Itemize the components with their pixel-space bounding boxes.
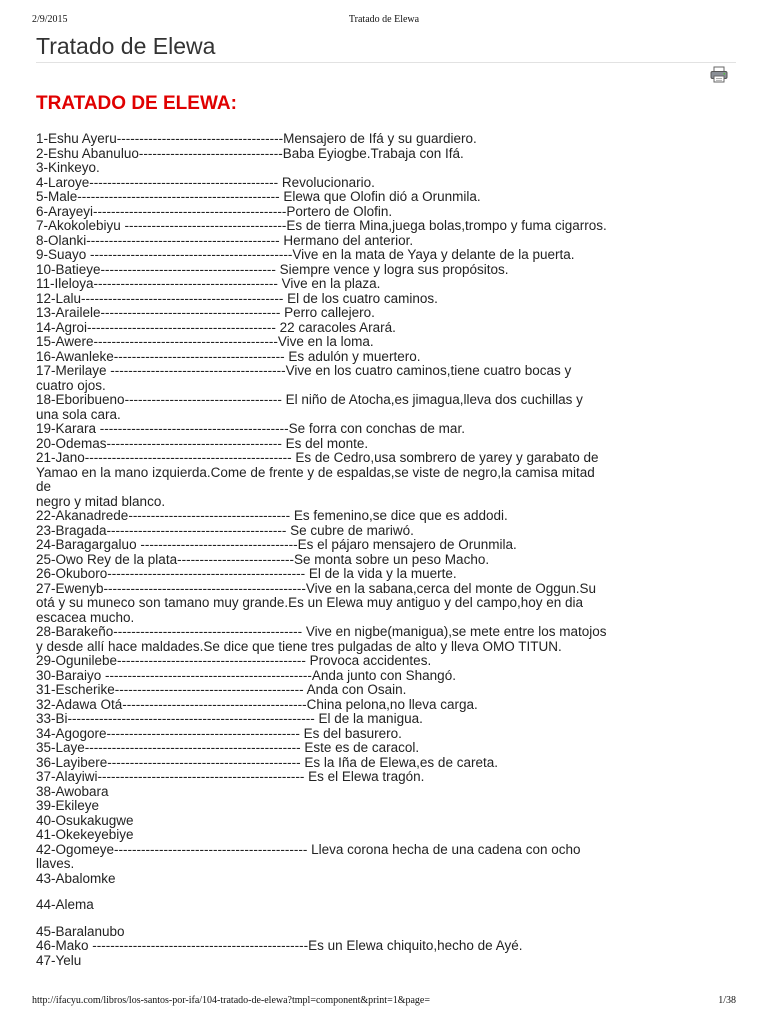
list-line: 20-Odemas--------------------------------------- Es del monte. <box>36 435 369 451</box>
list-line: 44-Alema <box>36 897 94 912</box>
print-header <box>0 14 768 28</box>
list-line: 43-Abalomke <box>36 870 116 886</box>
list-line: 6-Arayeyi-------------------------------------------Portero de Olofin. <box>36 203 393 219</box>
list-line: 3-Kinkeyo. <box>36 160 100 175</box>
list-line: 30-Baraiyo ----------------------------------------------Anda junto con Shangó. <box>36 667 456 683</box>
page-number: 1/38 <box>718 995 736 1006</box>
list-line: otá y su muneco son tamano muy grande.Es un Elewa muy antiguo y del campo,hoy en dia <box>36 595 584 610</box>
title-divider <box>36 62 736 63</box>
elewa-list <box>36 132 728 968</box>
list-line: 34-Agogore------------------------------------------- Es del basurero. <box>36 725 402 741</box>
list-line: negro y mitad blanco. <box>36 493 166 509</box>
document-heading: TRATADO DE ELEWA: <box>36 93 237 114</box>
list-line: 33-Bi------------------------------------------------------- El de la manigua. <box>36 711 423 726</box>
page-url: http://ifacyu.com/libros/los-santos-por-ifa/104-tratado-de-elewa?tmpl=component&print=1&page= <box>32 995 430 1006</box>
list-line: 35-Laye------------------------------------------------ Este es de caracol. <box>36 740 420 755</box>
list-line: 28-Barakeño------------------------------------------ Vive en nigbe(manigua),se mete entre los matojos <box>36 624 607 639</box>
list-line: 21-Jano---------------------------------------------- Es de Cedro,usa sombrero de yarey y garabato de <box>36 450 599 465</box>
list-line: 45-Baralanubo <box>36 923 125 939</box>
list-line: 14-Agroi------------------------------------------ 22 caracoles Arará. <box>36 319 396 335</box>
list-line: 1-Eshu Ayeru-------------------------------------Mensajero de Ifá y su guardiero. <box>36 131 477 146</box>
list-line: 9-Suayo ---------------------------------------------Vive en la mata de Yaya y delante de la puerta. <box>36 247 575 262</box>
list-line: 31-Escherike------------------------------------------ Anda con Osain. <box>36 682 407 697</box>
list-line: 23-Bragada---------------------------------------- Se cubre de mariwó. <box>36 522 414 538</box>
list-line: 47-Yelu <box>36 952 82 968</box>
list-line: 10-Batieye--------------------------------------- Siempre vence y logra sus propósitos. <box>36 261 509 277</box>
list-line: llaves. <box>36 856 75 871</box>
list-line: 8-Olanki------------------------------------------- Hermano del anterior. <box>36 232 414 248</box>
print-footer <box>0 995 768 1009</box>
list-line: 25-Owo Rey de la plata--------------------------Se monta sobre un peso Macho. <box>36 551 490 567</box>
list-line: Yamao en la mano izquierda.Come de frente y de espaldas,se viste de negro,la camisa mitad <box>36 464 595 480</box>
list-line: 2-Eshu Abanuluo--------------------------------Baba Eyiogbe.Trabaja con Ifá. <box>36 145 464 161</box>
list-line: y desde allí hace maldades.Se dice que tiene tres pulgadas de alto y lleva OMO TITUN. <box>36 638 562 654</box>
list-line: 26-Okuboro-------------------------------------------- El de la vida y la muerte. <box>36 566 457 581</box>
list-line: escacea mucho. <box>36 609 135 625</box>
list-line: 41-Okekeyebiye <box>36 827 134 842</box>
list-line: 40-Osukakugwe <box>36 812 134 828</box>
list-line: 42-Ogomeye------------------------------------------- Lleva corona hecha de una cadena con ocho <box>36 841 581 857</box>
list-line: 4-Laroye------------------------------------------ Revolucionario. <box>36 174 375 190</box>
list-line: 37-Alayiwi---------------------------------------------- Es el Elewa tragón. <box>36 769 425 784</box>
list-line: 36-Layibere------------------------------------------- Es la Iña de Elewa,es de careta. <box>36 754 498 770</box>
list-line: 18-Eboribueno----------------------------------- El niño de Atocha,es jimagua,lleva dos cuchillas y <box>36 392 583 407</box>
list-line: 16-Awanleke-------------------------------------- Es adulón y muertero. <box>36 348 421 364</box>
list-line: 22-Akanadrede------------------------------------ Es femenino,se dice que es addodi. <box>36 508 508 523</box>
list-line: 12-Lalu--------------------------------------------- El de los cuatro caminos. <box>36 290 438 306</box>
list-line: 32-Adawa Otá-----------------------------------------China pelona,no lleva carga. <box>36 696 478 712</box>
print-title: Tratado de Elewa <box>348 14 420 25</box>
list-line: 17-Merilaye ---------------------------------------Vive en los cuatro caminos,tiene cuatro bocas y <box>36 363 572 378</box>
list-line: 19-Karara ------------------------------------------Se forra con conchas de mar. <box>36 421 465 436</box>
list-line: 27-Ewenyb---------------------------------------------Vive en la sabana,cerca del monte de Oggun.Su <box>36 580 597 596</box>
list-line: 29-Ogunilebe------------------------------------------ Provoca accidentes. <box>36 653 432 668</box>
list-line: 13-Arailele---------------------------------------- Perro callejero. <box>36 305 375 320</box>
printer-icon[interactable] <box>710 66 728 83</box>
list-line: 38-Awobara <box>36 783 109 799</box>
print-date: 2/9/2015 <box>32 14 68 25</box>
list-line: de <box>36 479 52 494</box>
list-line: una sola cara. <box>36 406 121 422</box>
list-line: 46-Mako ------------------------------------------------Es un Elewa chiquito,hecho de Ayé. <box>36 938 523 953</box>
list-line: 15-Awere-----------------------------------------Vive en la loma. <box>36 334 374 349</box>
page-title: Tratado de Elewa <box>36 33 216 59</box>
list-line: 5-Male--------------------------------------------- Elewa que Olofin dió a Orunmila. <box>36 189 481 204</box>
list-line: 24-Baragargaluo -----------------------------------Es el pájaro mensajero de Orunmila. <box>36 537 517 552</box>
list-line: cuatro ojos. <box>36 377 106 393</box>
list-line: 7-Akokolebiyu ------------------------------------Es de tierra Mina,juega bolas,trompo y fuma cigarros. <box>36 218 607 233</box>
list-line: 11-Ileloya----------------------------------------- Vive en la plaza. <box>36 276 381 291</box>
list-line: 39-Ekileye <box>36 798 100 813</box>
